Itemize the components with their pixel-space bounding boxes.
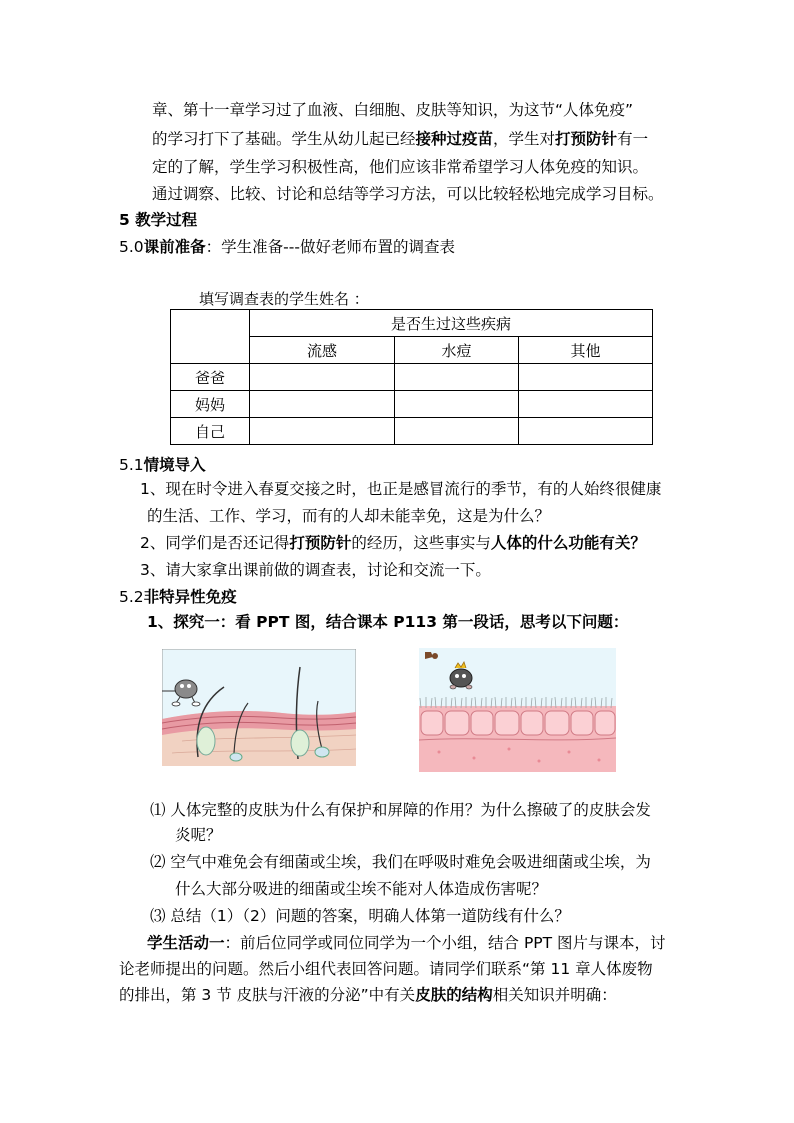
survey-cell[interactable]: [250, 391, 395, 418]
activity-line-3: [119, 985, 617, 1005]
item-text: 2、同学们是否还记得: [140, 534, 290, 552]
survey-row-self: 自己: [171, 418, 250, 445]
activity-text: 的排出，第 3 节 皮肤与汗液的分泌”中有关: [119, 986, 416, 1004]
section-label: 情境导入: [143, 456, 206, 474]
question-1-line-2: 炎呢？: [175, 826, 222, 844]
survey-name-label: 填写调查表的学生姓名 ：: [199, 290, 369, 308]
survey-table: [170, 309, 653, 445]
bold-vaccination-shot: 打预防针: [555, 130, 618, 148]
item-1-line-1: 1、现在时令进入春夏交接之时，也正是感冒流行的季节，有的人始终很健康: [140, 480, 662, 498]
section-number: 5.1: [119, 456, 144, 474]
section-label: 非特异性免疫: [143, 588, 237, 606]
survey-cell[interactable]: [519, 391, 653, 418]
item-3: 3、请大家拿出课前做的调查表，讨论和交流一下。: [140, 561, 491, 579]
explore-1: 1、探究一：看 PPT 图，结合课本 P113 第一段话，思考以下问题：: [147, 613, 629, 631]
question-3: ⑶ 总结（1）（2）问题的答案，明确人体第一道防线有什么？: [150, 907, 570, 925]
survey-cell[interactable]: [519, 418, 653, 445]
item-text: 的经历，这些事实与: [351, 534, 491, 552]
bold-body-function: 人体的什么功能有关？: [490, 534, 646, 552]
intro-line-2: [152, 129, 648, 149]
survey-corner-cell: [171, 310, 250, 364]
bold-vaccinated: 接种过疫苗: [415, 130, 494, 148]
survey-cell[interactable]: [519, 364, 653, 391]
item-1-line-2: 的生活、工作、学习，而有的人却未能幸免，这是为什么？: [147, 507, 551, 525]
survey-cell[interactable]: [395, 391, 519, 418]
bold-skin-structure: 皮肤的结构: [415, 986, 493, 1004]
survey-cell[interactable]: [395, 418, 519, 445]
survey-row-mother: 妈妈: [171, 391, 250, 418]
section-5-2: [119, 587, 237, 607]
section-text: ：学生准备---做好老师布置的调查表: [205, 238, 455, 256]
survey-col-chickenpox: 水痘: [395, 337, 519, 364]
bold-vaccination-shot: 打预防针: [289, 534, 352, 552]
item-2: [140, 533, 646, 553]
survey-cell[interactable]: [395, 364, 519, 391]
section-5-1: [119, 455, 206, 475]
survey-col-flu: 流感: [250, 337, 395, 364]
survey-cell[interactable]: [250, 418, 395, 445]
section-5-0: [119, 237, 455, 257]
respiratory-mucosa-illustration: [419, 648, 616, 772]
section-number: 5.2: [119, 588, 144, 606]
section-5-title: 5 教学过程: [119, 211, 198, 229]
intro-line-4: 通过调察、比较、讨论和总结等学习方法，可以比较轻松地完成学习目标。: [152, 185, 664, 203]
activity-text: 相关知识并明确：: [492, 986, 617, 1004]
activity-label: 学生活动一: [147, 934, 225, 952]
survey-row-father: 爸爸: [171, 364, 250, 391]
survey-group-header: 是否生过这些疾病: [250, 310, 653, 337]
intro-text: ，学生对: [493, 130, 556, 148]
survey-col-other: 其他: [519, 337, 653, 364]
question-1-line-1: ⑴ 人体完整的皮肤为什么有保护和屏障的作用？为什么擦破了的皮肤会发: [150, 801, 651, 819]
section-number: 5.0: [119, 238, 144, 256]
survey-cell[interactable]: [250, 364, 395, 391]
intro-line-3: 定的了解，学生学习积极性高，他们应该非常希望学习人体免疫的知识。: [152, 158, 649, 176]
skin-barrier-illustration: [162, 649, 356, 766]
intro-line-1: 章、第十一章学习过了血液、白细胞、皮肤等知识，为这节“人体免疫”: [152, 101, 634, 119]
intro-text: 有一: [617, 130, 649, 148]
question-2-line-1: ⑵ 空气中难免会有细菌或尘埃，我们在呼吸时难免会吸进细菌或尘埃，为: [150, 853, 651, 871]
activity-line-2: 论老师提出的问题。然后小组代表回答问题。请同学们联系“第 11 章人体废物: [119, 960, 653, 978]
section-label: 课前准备: [143, 238, 206, 256]
activity-line-1: [147, 933, 666, 953]
intro-text: 的学习打下了基础。学生从幼儿起已经: [152, 130, 416, 148]
question-2-line-2: 什么大部分吸进的细菌或尘埃不能对人体造成伤害呢？: [175, 880, 548, 898]
activity-text: ：前后位同学或同位同学为一个小组，结合 PPT 图片与课本，讨: [224, 934, 666, 952]
